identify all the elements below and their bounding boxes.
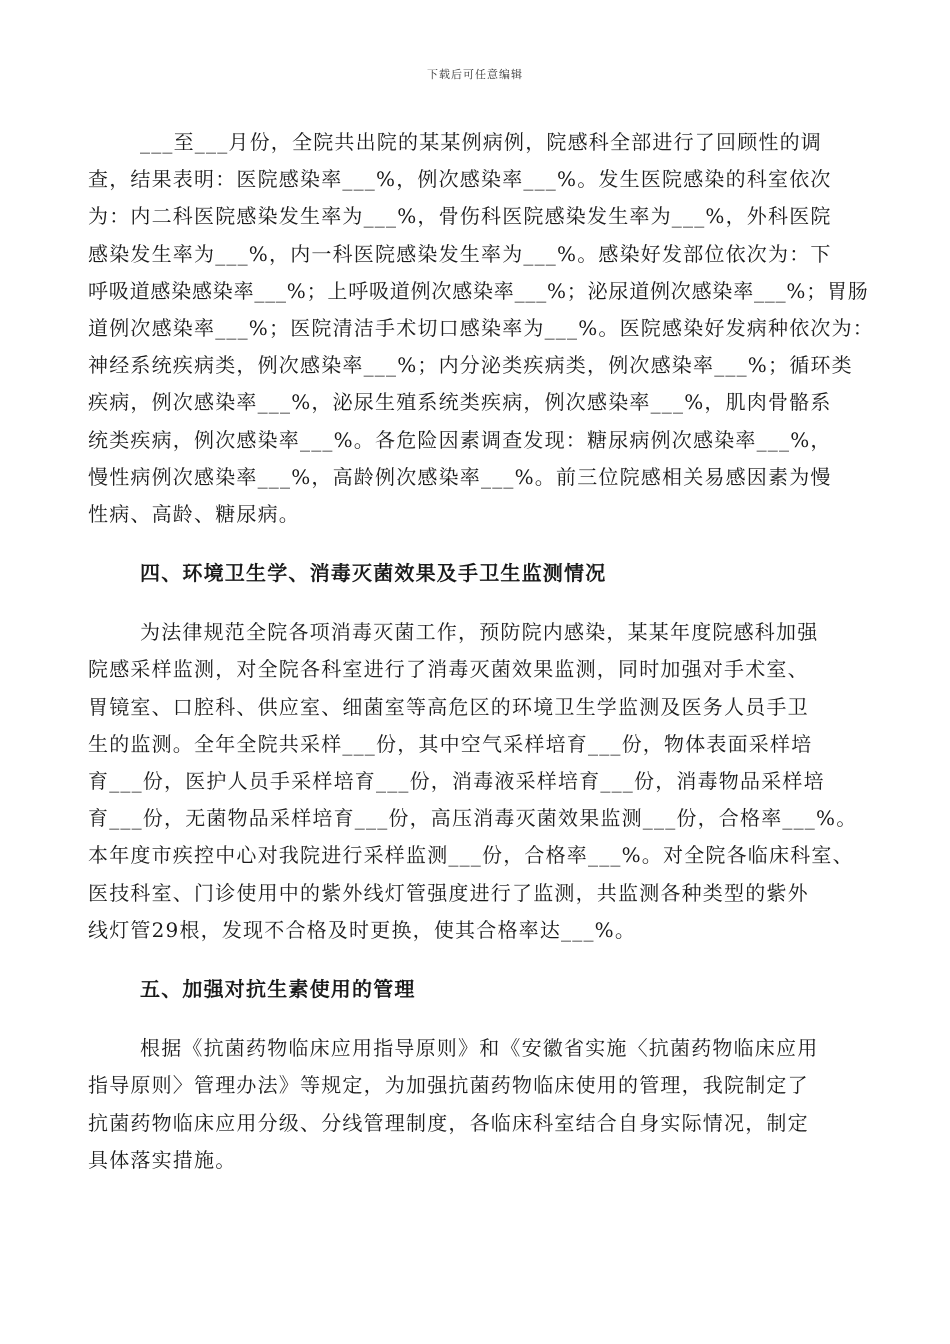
text-line: 道例次感染率___%；医院清洁手术切口感染率为___%。医院感染好发病种依次为： [88, 315, 875, 340]
text-line: 统类疾病，例次感染率___%。各危险因素调查发现：糖尿病例次感染率___%， [88, 427, 832, 452]
text-line: 育___份，医护人员手采样培育___份，消毒液采样培育___份，消毒物品采样培 [88, 769, 825, 793]
text-line: 院感采样监测，对全院各科室进行了消毒灭菌效果监测，同时加强对手术室、 [88, 657, 809, 682]
section-heading-4: 四、环境卫生学、消毒灭菌效果及手卫生监测情况 [140, 561, 607, 586]
text-line: 疾病，例次感染率___%，泌尿生殖系统类疾病，例次感染率___%，肌肉骨骼系 [88, 390, 832, 415]
text-line: 性病、高龄、糖尿病。 [88, 501, 300, 526]
text-line: 具体落实措施。 [88, 1147, 237, 1172]
text-line: ___至___月份，全院共出院的某某例病例，院感科全部进行了回顾性的调 [140, 130, 822, 154]
paragraph-antibiotic-management [88, 1030, 878, 1179]
text-line: 慢性病例次感染率___%，高龄例次感染率___%。前三位院感相关易感因素为慢 [88, 464, 832, 489]
text-line: 育___份，无菌物品采样培育___份，高压消毒灭菌效果监测___份，合格率___%。 [88, 806, 858, 831]
page-header: 下载后可任意编辑 [427, 68, 523, 81]
text-line: 为：内二科医院感染发生率为___%，骨伤科医院感染发生率为___%，外科医院 [88, 204, 832, 229]
text-line: 本年度市疾控中心对我院进行采样监测___份，合格率___%。对全院各临床科室、 [88, 843, 854, 868]
text-line: 胃镜室、口腔科、供应室、细菌室等高危区的环境卫生学监测及医务人员手卫 [88, 694, 809, 719]
text-line: 感染发生率为___%，内一科医院感染发生率为___%。感染好发部位依次为：下 [88, 241, 832, 266]
text-line: 根据《抗菌药物临床应用指导原则》和《安徽省实施〈抗菌药物临床应用 [140, 1036, 819, 1061]
document-body [88, 124, 878, 1179]
text-line: 呼吸道感染感染率___%；上呼吸道例次感染率___%；泌尿道例次感染率___%；胃肠 [88, 278, 869, 303]
text-line: 线灯管29根，发现不合格及时更换，使其合格率达___%。 [88, 917, 637, 942]
text-line: 抗菌药物临床应用分级、分线管理制度，各临床科室结合自身实际情况，制定 [88, 1110, 809, 1135]
text-line: 为法律规范全院各项消毒灭菌工作，预防院内感染，某某年度院感科加强 [140, 620, 819, 645]
section-heading-5: 五、加强对抗生素使用的管理 [140, 976, 416, 1001]
paragraph-infection-survey [88, 124, 878, 533]
text-line: 神经系统疾病类，例次感染率___%；内分泌类疾病类，例次感染率___%；循环类 [88, 353, 853, 378]
text-line: 查，结果表明：医院感染率___%，例次感染率___%。发生医院感染的科室依次 [88, 167, 832, 192]
text-line: 医技科室、门诊使用中的紫外线灯管强度进行了监测，共监测各种类型的紫外 [88, 880, 809, 905]
text-line: 指导原则〉管理办法》等规定，为加强抗菌药物临床使用的管理，我院制定了 [88, 1073, 809, 1098]
paragraph-disinfection-monitoring [88, 614, 878, 949]
text-line: 生的监测。全年全院共采样___份，其中空气采样培育___份，物体表面采样培 [88, 731, 813, 756]
